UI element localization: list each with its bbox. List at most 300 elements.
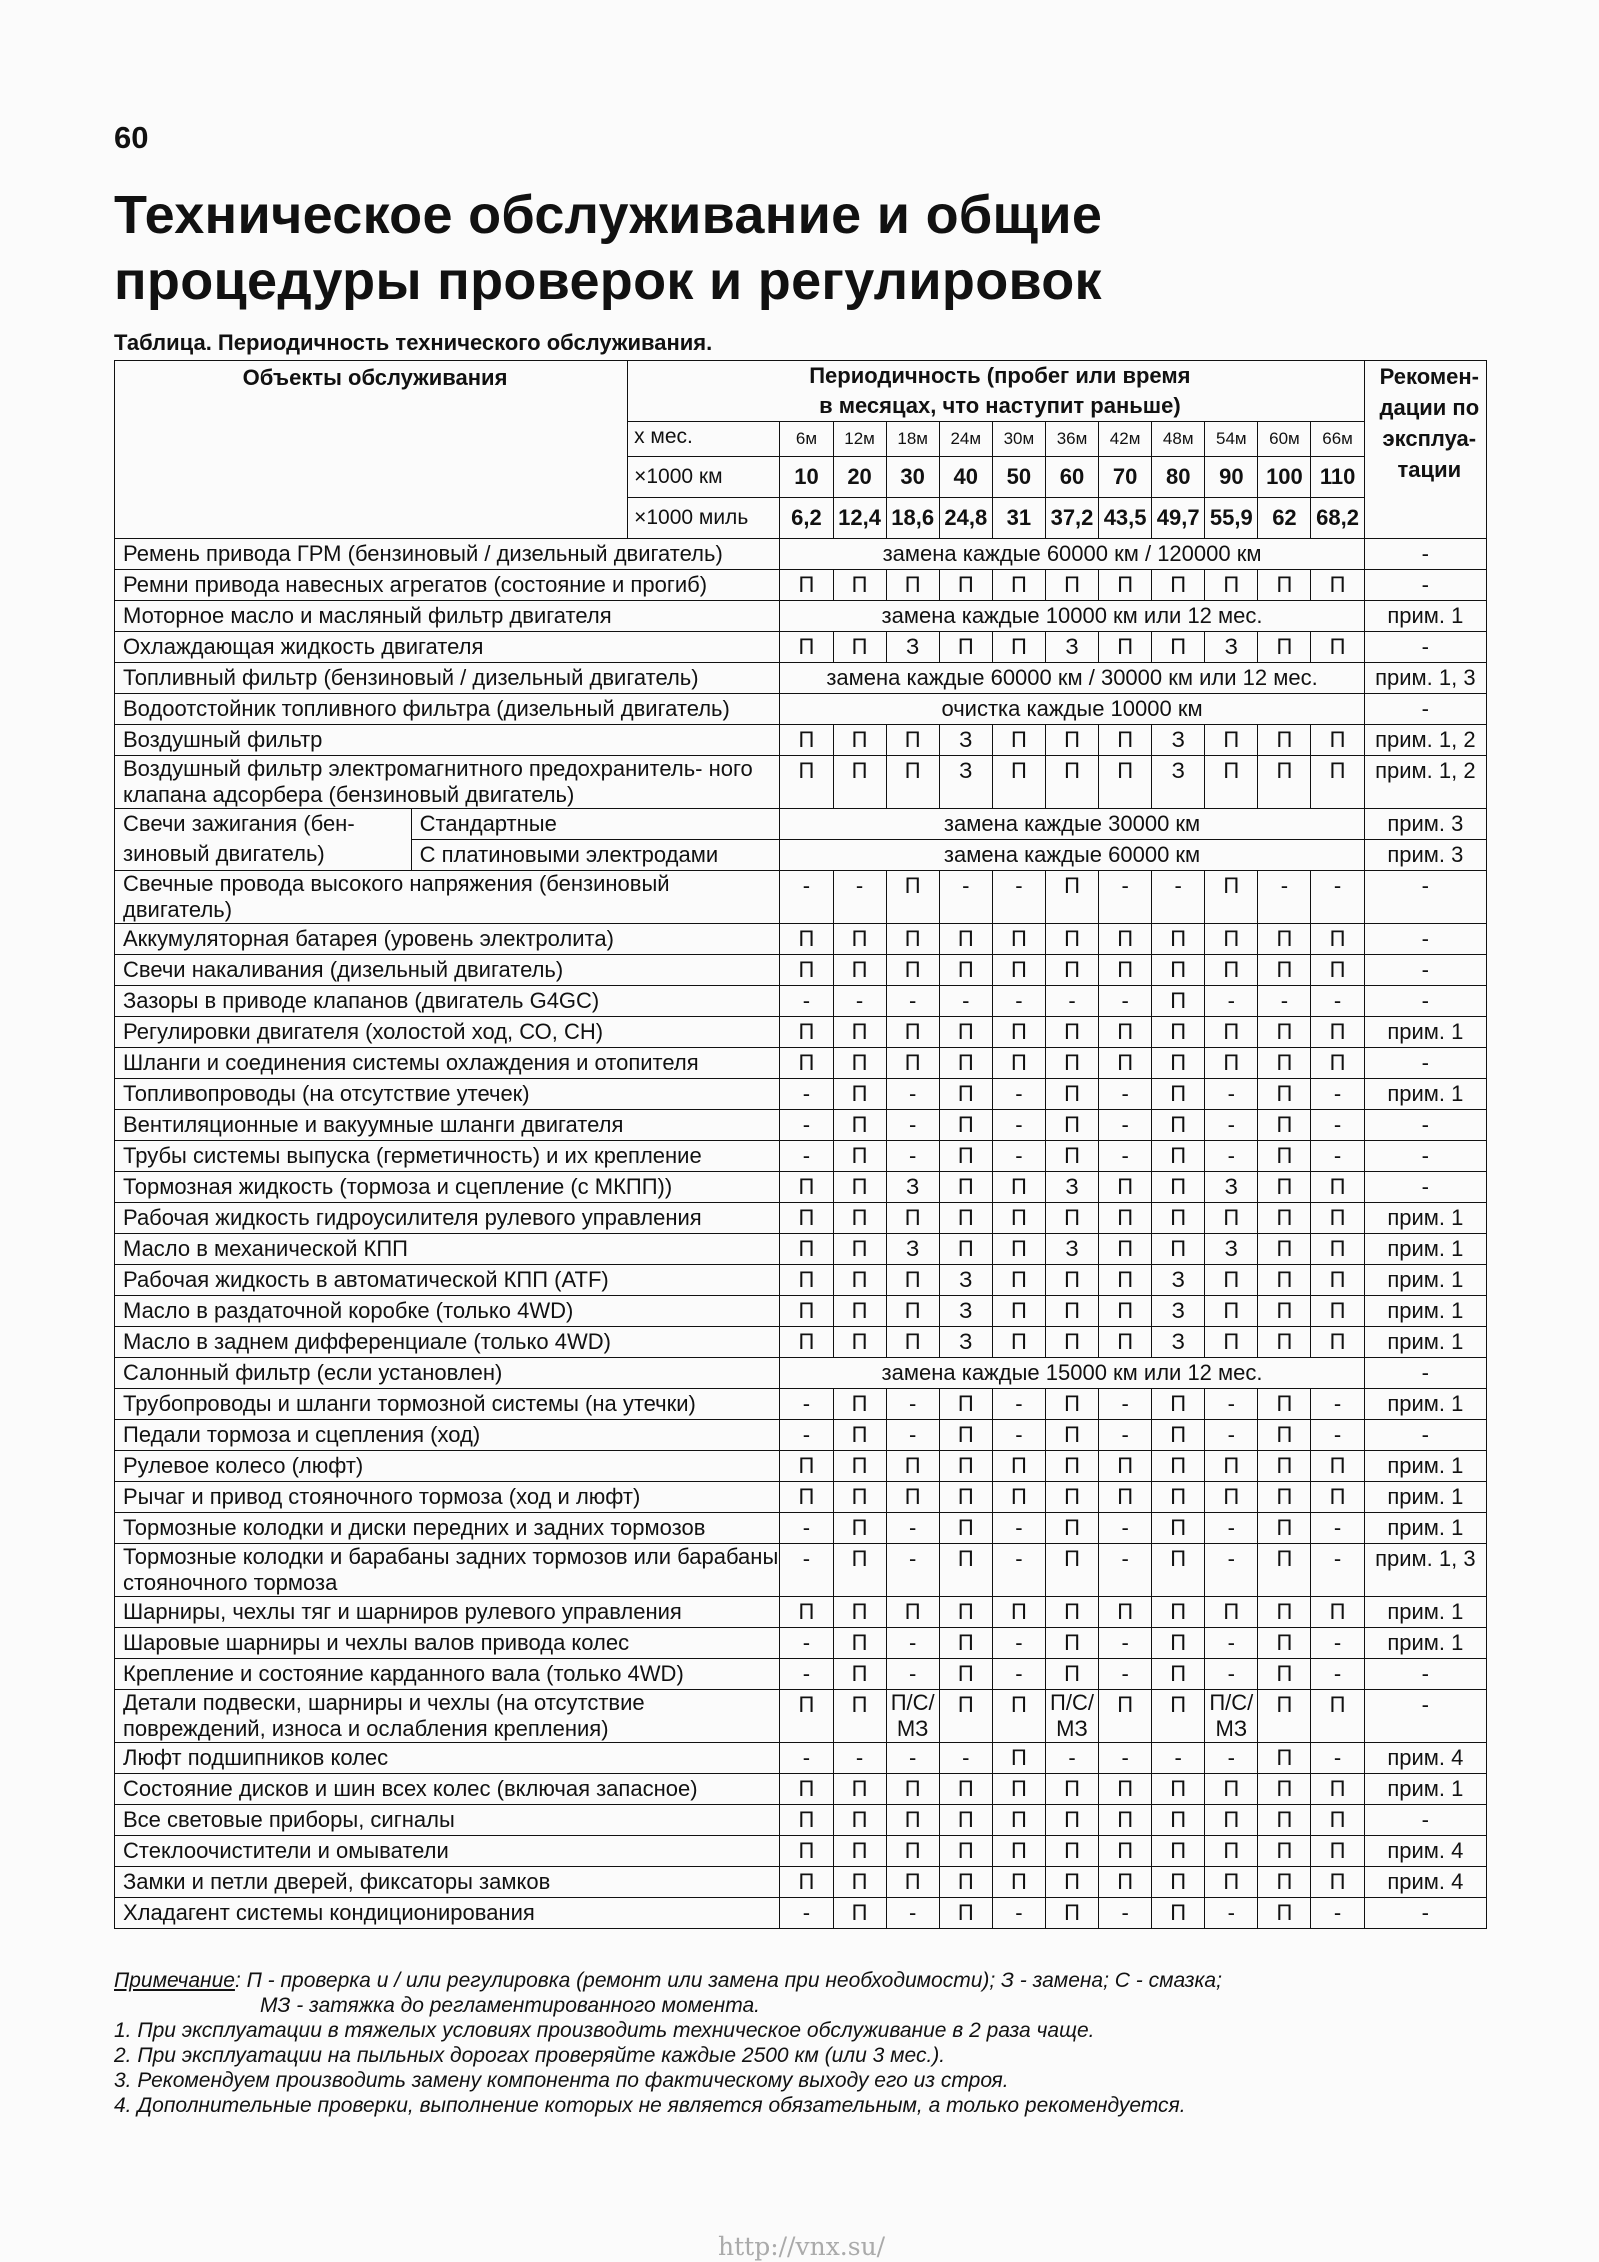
row-cell: П <box>833 1017 886 1048</box>
row-cell: З <box>939 1265 992 1296</box>
row-cell: П <box>1205 871 1258 924</box>
header-miles-cell: 43,5 <box>1099 498 1152 539</box>
row-cell: П <box>780 1265 833 1296</box>
row-cell: П <box>1045 1774 1098 1805</box>
row-cell: П <box>1311 1690 1364 1743</box>
title-line-2: процедуры проверок и регулировок <box>114 251 1102 311</box>
spark-rec-platinum: прим. 3 <box>1364 840 1486 871</box>
row-cell: П <box>1258 1327 1311 1358</box>
table-row <box>115 694 1487 725</box>
row-cell: П <box>1152 1774 1205 1805</box>
row-cell: П <box>939 1628 992 1659</box>
row-cell: П <box>1152 1482 1205 1513</box>
row-recommendation: прим. 1 <box>1364 1296 1486 1327</box>
row-recommendation: прим. 1 <box>1364 1389 1486 1420</box>
row-cell: З <box>1152 1296 1205 1327</box>
row-cell: П <box>1311 725 1364 756</box>
row-span-text: очистка каждые 10000 км <box>780 694 1364 725</box>
row-cell: П <box>1205 725 1258 756</box>
row-cell: П <box>833 1172 886 1203</box>
row-cell: - <box>780 1628 833 1659</box>
row-cell: - <box>780 1110 833 1141</box>
row-cell: П <box>939 955 992 986</box>
row-cell: - <box>1205 1628 1258 1659</box>
row-span-text: замена каждые 10000 км или 12 мес. <box>780 601 1364 632</box>
row-cell: П <box>1258 1079 1311 1110</box>
row-cell: П <box>886 1017 939 1048</box>
row-cell: П <box>886 1296 939 1327</box>
row-recommendation: - <box>1364 1420 1486 1451</box>
row-cell: П <box>939 1172 992 1203</box>
row-cell: П <box>833 1420 886 1451</box>
row-cell: П <box>833 1690 886 1743</box>
row-recommendation: - <box>1364 1805 1486 1836</box>
row-cell: П <box>780 1327 833 1358</box>
row-cell: П <box>1311 1234 1364 1265</box>
row-recommendation: прим. 1 <box>1364 1079 1486 1110</box>
row-cell: З <box>939 1296 992 1327</box>
row-cell: - <box>1311 1079 1364 1110</box>
row-recommendation: - <box>1364 1659 1486 1690</box>
row-span-text: замена каждые 15000 км или 12 мес. <box>780 1358 1364 1389</box>
row-cell: - <box>886 1628 939 1659</box>
row-cell: - <box>886 1389 939 1420</box>
row-cell: П <box>1045 1597 1098 1628</box>
row-cell: П <box>1099 1172 1152 1203</box>
row-name: Масло в заднем дифференциале (только 4WD) <box>115 1327 780 1358</box>
row-cell: П <box>1099 1296 1152 1327</box>
row-recommendation: - <box>1364 1898 1486 1929</box>
row-cell: - <box>1205 1389 1258 1420</box>
row-cell: П <box>1311 955 1364 986</box>
unit-miles: ×1000 миль <box>628 498 780 539</box>
row-recommendation: прим. 1 <box>1364 1628 1486 1659</box>
table-row <box>115 1451 1487 1482</box>
row-cell: П <box>833 1110 886 1141</box>
row-cell: П <box>1045 1420 1098 1451</box>
row-cell: П <box>1152 1513 1205 1544</box>
row-cell: П <box>780 725 833 756</box>
row-cell: - <box>1311 1141 1364 1172</box>
row-cell: П <box>780 955 833 986</box>
header-km-cell: 50 <box>992 457 1045 498</box>
row-cell: - <box>1099 1141 1152 1172</box>
row-cell: - <box>992 1898 1045 1929</box>
row-cell: П <box>780 1451 833 1482</box>
row-cell: П <box>833 1513 886 1544</box>
row-cell: П <box>1045 1110 1098 1141</box>
row-cell: П <box>1099 1774 1152 1805</box>
header-km-cell: 70 <box>1099 457 1152 498</box>
row-cell: П <box>833 1774 886 1805</box>
header-period <box>628 361 1365 422</box>
row-recommendation: - <box>1364 955 1486 986</box>
row-recommendation: - <box>1364 570 1486 601</box>
row-cell: П <box>1311 1203 1364 1234</box>
row-cell: П <box>992 1836 1045 1867</box>
row-cell: П <box>1045 1867 1098 1898</box>
row-cell: - <box>992 1628 1045 1659</box>
row-cell: П <box>992 1327 1045 1358</box>
row-cell: П <box>1152 1203 1205 1234</box>
row-name: Воздушный фильтр <box>115 725 780 756</box>
row-cell: П <box>1311 1597 1364 1628</box>
row-cell: П <box>1258 1203 1311 1234</box>
row-cell: П <box>1205 924 1258 955</box>
row-cell: П <box>1311 1296 1364 1327</box>
row-name: Топливопроводы (на отсутствие утечек) <box>115 1079 780 1110</box>
header-miles-cell: 55,9 <box>1205 498 1258 539</box>
row-cell: - <box>939 986 992 1017</box>
row-recommendation: прим. 1, 2 <box>1364 756 1486 809</box>
note-3: 3. Рекомендуем производить замену компонента по фактическому выходу его из строя. <box>114 2069 1009 2092</box>
row-cell: П <box>780 1048 833 1079</box>
row-cell: П <box>939 1805 992 1836</box>
row-cell: П <box>780 1805 833 1836</box>
row-cell: П <box>1045 1017 1098 1048</box>
row-cell: - <box>780 1513 833 1544</box>
header-recommendations <box>1364 361 1486 539</box>
row-name: Все световые приборы, сигналы <box>115 1805 780 1836</box>
row-cell: П <box>886 725 939 756</box>
row-cell: П <box>1045 1141 1098 1172</box>
row-cell: З <box>886 1234 939 1265</box>
table-row <box>115 756 1487 809</box>
row-cell: - <box>992 1389 1045 1420</box>
row-cell: П <box>780 1017 833 1048</box>
row-cell: П <box>1311 1482 1364 1513</box>
header-months-cell: 54м <box>1205 422 1258 457</box>
row-recommendation: - <box>1364 924 1486 955</box>
row-cell: П <box>1205 756 1258 809</box>
row-name: Тормозные колодки и диски передних и задних тормозов <box>115 1513 780 1544</box>
table-row <box>115 1141 1487 1172</box>
spark-span-standard: замена каждые 30000 км <box>780 809 1364 840</box>
row-recommendation: - <box>1364 1358 1486 1389</box>
row-cell: - <box>886 1110 939 1141</box>
row-cell: П <box>1045 756 1098 809</box>
row-cell: П <box>833 1451 886 1482</box>
row-cell: П <box>1152 1017 1205 1048</box>
row-recommendation: прим. 1 <box>1364 1203 1486 1234</box>
row-cell: П <box>939 1597 992 1628</box>
row-recommendation: прим. 1 <box>1364 1327 1486 1358</box>
row-cell: З <box>1205 632 1258 663</box>
note-4: 4. Дополнительные проверки, выполнение которых не является обязательным, а только рекомендуется. <box>114 2094 1186 2117</box>
row-recommendation: - <box>1364 694 1486 725</box>
row-recommendation: прим. 1, 3 <box>1364 663 1486 694</box>
row-cell: П <box>780 1867 833 1898</box>
row-cell: П <box>1258 1172 1311 1203</box>
row-cell: П <box>992 1048 1045 1079</box>
row-cell: П <box>886 955 939 986</box>
table-row <box>115 1079 1487 1110</box>
table-row <box>115 1805 1487 1836</box>
row-cell: - <box>1099 1420 1152 1451</box>
row-cell: - <box>780 871 833 924</box>
row-cell: П <box>1205 1203 1258 1234</box>
row-cell: П <box>1258 924 1311 955</box>
table-row <box>115 539 1487 570</box>
row-cell: П <box>1258 1451 1311 1482</box>
row-recommendation: прим. 4 <box>1364 1836 1486 1867</box>
row-name: Рычаг и привод стояночного тормоза (ход и люфт) <box>115 1482 780 1513</box>
row-name: Водоотстойник топливного фильтра (дизельный двигатель) <box>115 694 780 725</box>
table-row <box>115 1110 1487 1141</box>
row-cell: - <box>992 1659 1045 1690</box>
row-cell: П <box>1099 570 1152 601</box>
row-cell: П <box>1205 1774 1258 1805</box>
row-cell: П <box>1258 1482 1311 1513</box>
row-recommendation: прим. 1 <box>1364 1234 1486 1265</box>
row-recommendation: - <box>1364 1048 1486 1079</box>
row-cell: П <box>833 1203 886 1234</box>
row-cell: П <box>833 1482 886 1513</box>
row-cell: П <box>1045 1265 1098 1296</box>
row-cell: П <box>886 924 939 955</box>
row-name: Детали подвески, шарниры и чехлы (на отсутствие повреждений, износа и ослабления крепления) <box>115 1690 780 1743</box>
row-cell: П <box>1205 1017 1258 1048</box>
row-name: Вентиляционные и вакуумные шланги двигателя <box>115 1110 780 1141</box>
row-cell: - <box>886 1420 939 1451</box>
row-name: Педали тормоза и сцепления (ход) <box>115 1420 780 1451</box>
spark-name <box>115 809 412 871</box>
header-rec-line-1: Рекомен- <box>1379 364 1480 389</box>
row-cell: П <box>1152 1628 1205 1659</box>
row-cell: З <box>886 632 939 663</box>
row-name: Состояние дисков и шин всех колес (включая запасное) <box>115 1774 780 1805</box>
header-km-cell: 30 <box>886 457 939 498</box>
row-cell: П <box>1152 1597 1205 1628</box>
row-cell: - <box>886 1141 939 1172</box>
row-cell: - <box>1205 1513 1258 1544</box>
row-recommendation: прим. 1, 3 <box>1364 1544 1486 1597</box>
row-cell: П <box>1099 1836 1152 1867</box>
row-cell: П <box>992 1774 1045 1805</box>
row-cell: П <box>1205 1296 1258 1327</box>
row-cell: П <box>1045 570 1098 601</box>
table-row <box>115 1659 1487 1690</box>
table-row <box>115 601 1487 632</box>
row-cell: П <box>1311 1172 1364 1203</box>
row-cell: П <box>1152 1141 1205 1172</box>
row-cell: П <box>992 1203 1045 1234</box>
row-cell: П <box>1152 1805 1205 1836</box>
header-months-cell: 36м <box>1045 422 1098 457</box>
row-name: Ремни привода навесных агрегатов (состояние и прогиб) <box>115 570 780 601</box>
row-cell: - <box>833 1743 886 1774</box>
row-cell: - <box>1152 871 1205 924</box>
table-row-spark-standard <box>115 809 1487 840</box>
row-cell: П <box>1205 1867 1258 1898</box>
row-cell: З <box>1152 1265 1205 1296</box>
row-cell: П <box>1152 1079 1205 1110</box>
row-cell: П <box>886 1048 939 1079</box>
row-cell: П <box>939 1898 992 1929</box>
row-cell: - <box>992 1544 1045 1597</box>
row-cell: П <box>833 1836 886 1867</box>
row-cell: - <box>1045 986 1098 1017</box>
row-cell: П <box>1258 756 1311 809</box>
row-cell: П <box>1258 1597 1311 1628</box>
row-cell: - <box>1311 986 1364 1017</box>
row-name: Трубы системы выпуска (герметичность) и их крепление <box>115 1141 780 1172</box>
row-cell: - <box>992 1079 1045 1110</box>
spark-rec-standard: прим. 3 <box>1364 809 1486 840</box>
row-cell: П <box>939 924 992 955</box>
row-cell: П <box>1258 725 1311 756</box>
row-name: Регулировки двигателя (холостой ход, СО, СН) <box>115 1017 780 1048</box>
row-name: Охлаждающая жидкость двигателя <box>115 632 780 663</box>
table-row <box>115 1690 1487 1743</box>
row-cell: П <box>1045 1203 1098 1234</box>
row-cell: П <box>992 1234 1045 1265</box>
row-cell: П <box>780 1172 833 1203</box>
table-row <box>115 1482 1487 1513</box>
row-recommendation: прим. 1 <box>1364 1513 1486 1544</box>
row-cell: - <box>780 1389 833 1420</box>
row-cell: П <box>1152 1110 1205 1141</box>
row-name: Люфт подшипников колес <box>115 1743 780 1774</box>
row-cell: П <box>1258 1743 1311 1774</box>
row-cell: П <box>992 1296 1045 1327</box>
row-name: Зазоры в приводе клапанов (двигатель G4GC) <box>115 986 780 1017</box>
table-row <box>115 1774 1487 1805</box>
row-cell: П <box>1205 1327 1258 1358</box>
row-cell: П <box>1045 871 1098 924</box>
row-cell: З <box>939 1327 992 1358</box>
row-cell: П <box>939 1836 992 1867</box>
row-recommendation: - <box>1364 1690 1486 1743</box>
row-cell: П/С/ МЗ <box>886 1690 939 1743</box>
row-cell: П <box>886 1265 939 1296</box>
row-cell: - <box>1099 1898 1152 1929</box>
row-cell: П <box>886 756 939 809</box>
title-line-1: Техническое обслуживание и общие <box>114 185 1103 245</box>
header-miles-cell: 68,2 <box>1311 498 1364 539</box>
footer-url[interactable]: http://vnx.su/ <box>718 2232 886 2261</box>
row-cell: - <box>1099 1743 1152 1774</box>
row-cell: П <box>992 1265 1045 1296</box>
row-cell: П <box>939 1659 992 1690</box>
row-cell: - <box>780 986 833 1017</box>
row-cell: П <box>1152 1544 1205 1597</box>
row-cell: - <box>886 986 939 1017</box>
page-number: 60 <box>114 120 149 155</box>
table-row <box>115 1203 1487 1234</box>
row-cell: П <box>1099 1451 1152 1482</box>
row-recommendation: прим. 4 <box>1364 1743 1486 1774</box>
row-cell: П <box>1258 1898 1311 1929</box>
header-months-cell: 60м <box>1258 422 1311 457</box>
row-cell: П <box>886 1451 939 1482</box>
row-cell: - <box>1099 1389 1152 1420</box>
row-name: Свечи накаливания (дизельный двигатель) <box>115 955 780 986</box>
row-cell: П <box>1152 1659 1205 1690</box>
row-cell: П <box>886 1597 939 1628</box>
table-row <box>115 1898 1487 1929</box>
row-cell: П <box>1045 1327 1098 1358</box>
header-months-cell: 30м <box>992 422 1045 457</box>
row-recommendation: - <box>1364 986 1486 1017</box>
row-cell: - <box>1258 871 1311 924</box>
row-cell: П <box>1205 1482 1258 1513</box>
row-recommendation: - <box>1364 1141 1486 1172</box>
note-2: 2. При эксплуатации на пыльных дорогах проверяйте каждые 2500 км (или 3 мес.). <box>114 2044 946 2067</box>
row-cell: П <box>1045 1898 1098 1929</box>
row-cell: - <box>886 1513 939 1544</box>
row-cell: З <box>1205 1234 1258 1265</box>
row-cell: П <box>992 756 1045 809</box>
row-recommendation: прим. 1 <box>1364 1017 1486 1048</box>
row-cell: - <box>992 871 1045 924</box>
row-cell: П <box>1258 1389 1311 1420</box>
row-cell: - <box>1205 1420 1258 1451</box>
row-cell: - <box>1311 1544 1364 1597</box>
row-name: Тормозные колодки и барабаны задних тормозов или барабаны стояночного тормоза <box>115 1544 780 1597</box>
row-cell: П <box>1152 1420 1205 1451</box>
row-cell: П <box>833 1805 886 1836</box>
spark-name-line-2: зиновый двигатель) <box>123 841 325 866</box>
row-cell: П <box>886 1867 939 1898</box>
row-cell: П <box>1205 1597 1258 1628</box>
table-row <box>115 1327 1487 1358</box>
row-cell: - <box>939 1743 992 1774</box>
row-cell: П <box>833 1141 886 1172</box>
row-recommendation: прим. 1 <box>1364 1774 1486 1805</box>
row-cell: П <box>1099 1482 1152 1513</box>
row-cell: П <box>1099 725 1152 756</box>
row-name: Рулевое колесо (люфт) <box>115 1451 780 1482</box>
row-cell: П <box>886 871 939 924</box>
row-cell: П <box>833 924 886 955</box>
row-recommendation: прим. 1 <box>1364 1597 1486 1628</box>
row-cell: П <box>1311 756 1364 809</box>
row-cell: П <box>1311 1451 1364 1482</box>
row-name: Салонный фильтр (если установлен) <box>115 1358 780 1389</box>
notes-label: Примечание <box>114 1969 235 1992</box>
row-name: Моторное масло и масляный фильтр двигателя <box>115 601 780 632</box>
row-cell: П <box>1311 632 1364 663</box>
row-cell: П <box>992 924 1045 955</box>
row-cell: П <box>1099 1265 1152 1296</box>
row-cell: П <box>1258 1659 1311 1690</box>
row-cell: П <box>1152 632 1205 663</box>
row-cell: П <box>1099 1597 1152 1628</box>
row-name: Стеклоочистители и омыватели <box>115 1836 780 1867</box>
row-cell: П <box>939 1690 992 1743</box>
row-cell: З <box>1045 1234 1098 1265</box>
row-cell: П <box>939 570 992 601</box>
row-cell: П <box>780 1690 833 1743</box>
row-cell: П <box>1311 1265 1364 1296</box>
table-row <box>115 1513 1487 1544</box>
row-cell: П <box>1311 1327 1364 1358</box>
row-cell: П <box>1258 1628 1311 1659</box>
unit-months: x мес. <box>628 422 780 457</box>
row-cell: П <box>1045 1805 1098 1836</box>
row-cell: П <box>780 1234 833 1265</box>
table-row <box>115 986 1487 1017</box>
row-cell: П <box>1099 1203 1152 1234</box>
row-cell: П <box>1205 1836 1258 1867</box>
row-cell: - <box>1099 1110 1152 1141</box>
row-cell: П <box>992 1451 1045 1482</box>
row-cell: П <box>939 1234 992 1265</box>
row-name: Масло в раздаточной коробке (только 4WD) <box>115 1296 780 1327</box>
table-row <box>115 955 1487 986</box>
header-months-cell: 42м <box>1099 422 1152 457</box>
